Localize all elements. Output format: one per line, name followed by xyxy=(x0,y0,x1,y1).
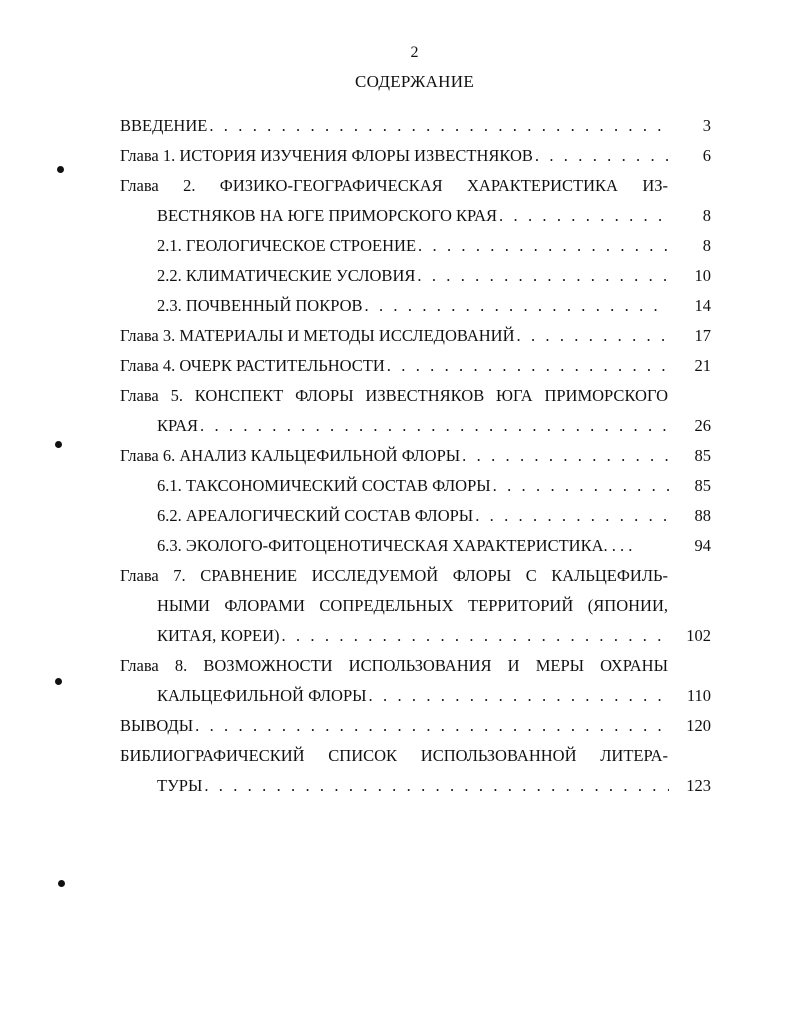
dot-leader xyxy=(499,201,669,231)
toc-entry-page: 110 xyxy=(686,686,711,705)
toc-entry-page: 3 xyxy=(702,116,711,135)
toc-entry-section-6-3 xyxy=(120,531,711,561)
toc-entry-chapter-5-line-1: Глава 5. КОНСПЕКТ ФЛОРЫ ИЗВЕСТНЯКОВ ЮГА ПРИМОРСКОГО xyxy=(120,386,668,405)
dot-leader xyxy=(493,471,669,501)
dot-leader xyxy=(204,771,669,801)
toc-entry-label: ТУРЫ xyxy=(157,776,203,795)
dot-leader xyxy=(282,621,669,651)
toc-entry-label: 6.2. АРЕАЛОГИЧЕСКИЙ СОСТАВ ФЛОРЫ xyxy=(157,506,474,525)
toc-entry-section-2-2 xyxy=(120,261,711,291)
dot-leader xyxy=(209,111,669,141)
toc-entry-chapter-8-line-1: Глава 8. ВОЗМОЖНОСТИ ИСПОЛЬЗОВАНИЯ И МЕРЫ ОХРАНЫ xyxy=(120,656,668,675)
toc-entry-page: 102 xyxy=(686,626,711,645)
toc-entry-page: 14 xyxy=(694,296,711,315)
toc-entry-chapter-2 xyxy=(120,201,711,231)
dot-leader xyxy=(365,291,669,321)
toc-entry-label: 6.1. ТАКСОНОМИЧЕСКИЙ СОСТАВ ФЛОРЫ xyxy=(157,476,491,495)
dot-leader xyxy=(200,411,669,441)
table-of-contents xyxy=(120,111,711,801)
toc-entry-label: 2.3. ПОЧВЕННЫЙ ПОКРОВ xyxy=(157,296,363,315)
toc-entry-chapter-7-line-1: Глава 7. СРАВНЕНИЕ ИССЛЕДУЕМОЙ ФЛОРЫ С КАЛЬЦЕФИЛЬ- xyxy=(120,566,668,585)
toc-entry-label: Глава 1. ИСТОРИЯ ИЗУЧЕНИЯ ФЛОРЫ ИЗВЕСТНЯКОВ xyxy=(120,146,533,165)
toc-entry-page: 6 xyxy=(702,146,711,165)
toc-entry-label: ВЕСТНЯКОВ НА ЮГЕ ПРИМОРСКОГО КРАЯ xyxy=(157,206,498,225)
toc-entry-page: 17 xyxy=(694,326,711,345)
toc-entry-chapter-8 xyxy=(120,681,711,711)
toc-entry-label: 6.3. ЭКОЛОГО-ФИТОЦЕНОТИЧЕСКАЯ ХАРАКТЕРИСТИКА. . . . xyxy=(157,536,633,555)
toc-entry-chapter-3 xyxy=(120,321,711,351)
toc-entry-chapter-1 xyxy=(120,141,711,171)
toc-entry-chapter-2-line-1: Глава 2. ФИЗИКО-ГЕОГРАФИЧЕСКАЯ ХАРАКТЕРИСТИКА ИЗ- xyxy=(120,176,668,195)
dot-leader xyxy=(462,441,669,471)
dot-leader xyxy=(417,261,669,291)
dot-leader xyxy=(195,711,669,741)
toc-entry-conclusions xyxy=(120,711,711,741)
toc-entry-label: 2.2. КЛИМАТИЧЕСКИЕ УСЛОВИЯ xyxy=(157,266,416,285)
toc-entry-section-2-1 xyxy=(120,231,711,261)
dot-leader xyxy=(387,351,669,381)
toc-entry-page: 88 xyxy=(694,506,711,525)
toc-entry-page: 26 xyxy=(694,416,711,435)
toc-entry-chapter-6 xyxy=(120,441,711,471)
toc-entry-label: КРАЯ xyxy=(157,416,198,435)
toc-entry-label: ВЫВОДЫ xyxy=(120,716,194,735)
toc-entry-page: 120 xyxy=(686,716,711,735)
dot-leader xyxy=(475,501,669,531)
toc-entry-section-6-2 xyxy=(120,501,711,531)
toc-entry-page: 123 xyxy=(686,776,711,795)
toc-entry-page: 21 xyxy=(694,356,711,375)
toc-entry-bibliography xyxy=(120,771,711,801)
toc-entry-chapter-7 xyxy=(120,621,711,651)
toc-entry-chapter-7-line-2: НЫМИ ФЛОРАМИ СОПРЕДЕЛЬНЫХ ТЕРРИТОРИЙ (ЯПОНИИ, xyxy=(157,596,668,615)
toc-entry-label: КАЛЬЦЕФИЛЬНОЙ ФЛОРЫ xyxy=(157,686,367,705)
toc-entry-chapter-4 xyxy=(120,351,711,381)
dot-leader xyxy=(418,231,669,261)
toc-entry-page: 94 xyxy=(694,536,711,555)
dot-leader xyxy=(517,321,670,351)
toc-entry-section-2-3 xyxy=(120,291,711,321)
toc-entry-page: 85 xyxy=(694,476,711,495)
toc-entry-label: Глава 4. ОЧЕРК РАСТИТЕЛЬНОСТИ xyxy=(120,356,385,375)
toc-entry-label: КИТАЯ, КОРЕИ) xyxy=(157,626,280,645)
toc-entry-bibliography-line-1: БИБЛИОГРАФИЧЕСКИЙ СПИСОК ИСПОЛЬЗОВАННОЙ ЛИТЕРА- xyxy=(120,746,668,765)
toc-entry-chapter-5 xyxy=(120,411,711,441)
toc-entry-page: 8 xyxy=(702,236,711,255)
dot-leader xyxy=(369,681,669,711)
scan-speck xyxy=(55,678,62,685)
toc-entry-page: 10 xyxy=(694,266,711,285)
toc-entry-page: 8 xyxy=(702,206,711,225)
toc-entry-label: 2.1. ГЕОЛОГИЧЕСКОЕ СТРОЕНИЕ xyxy=(157,236,417,255)
page-number: 2 xyxy=(410,44,419,61)
scan-speck xyxy=(55,441,62,448)
toc-entry-label: Глава 3. МАТЕРИАЛЫ И МЕТОДЫ ИССЛЕДОВАНИЙ xyxy=(120,326,515,345)
dot-leader xyxy=(535,141,669,171)
toc-entry-label: ВВЕДЕНИЕ xyxy=(120,116,208,135)
toc-entry-introduction xyxy=(120,111,711,141)
scan-speck xyxy=(58,880,65,887)
scan-speck xyxy=(57,166,64,173)
page-title: СОДЕРЖАНИЕ xyxy=(354,72,475,91)
toc-entry-label: Глава 6. АНАЛИЗ КАЛЬЦЕФИЛЬНОЙ ФЛОРЫ xyxy=(120,446,461,465)
toc-entry-section-6-1 xyxy=(120,471,711,501)
toc-entry-page: 85 xyxy=(694,446,711,465)
